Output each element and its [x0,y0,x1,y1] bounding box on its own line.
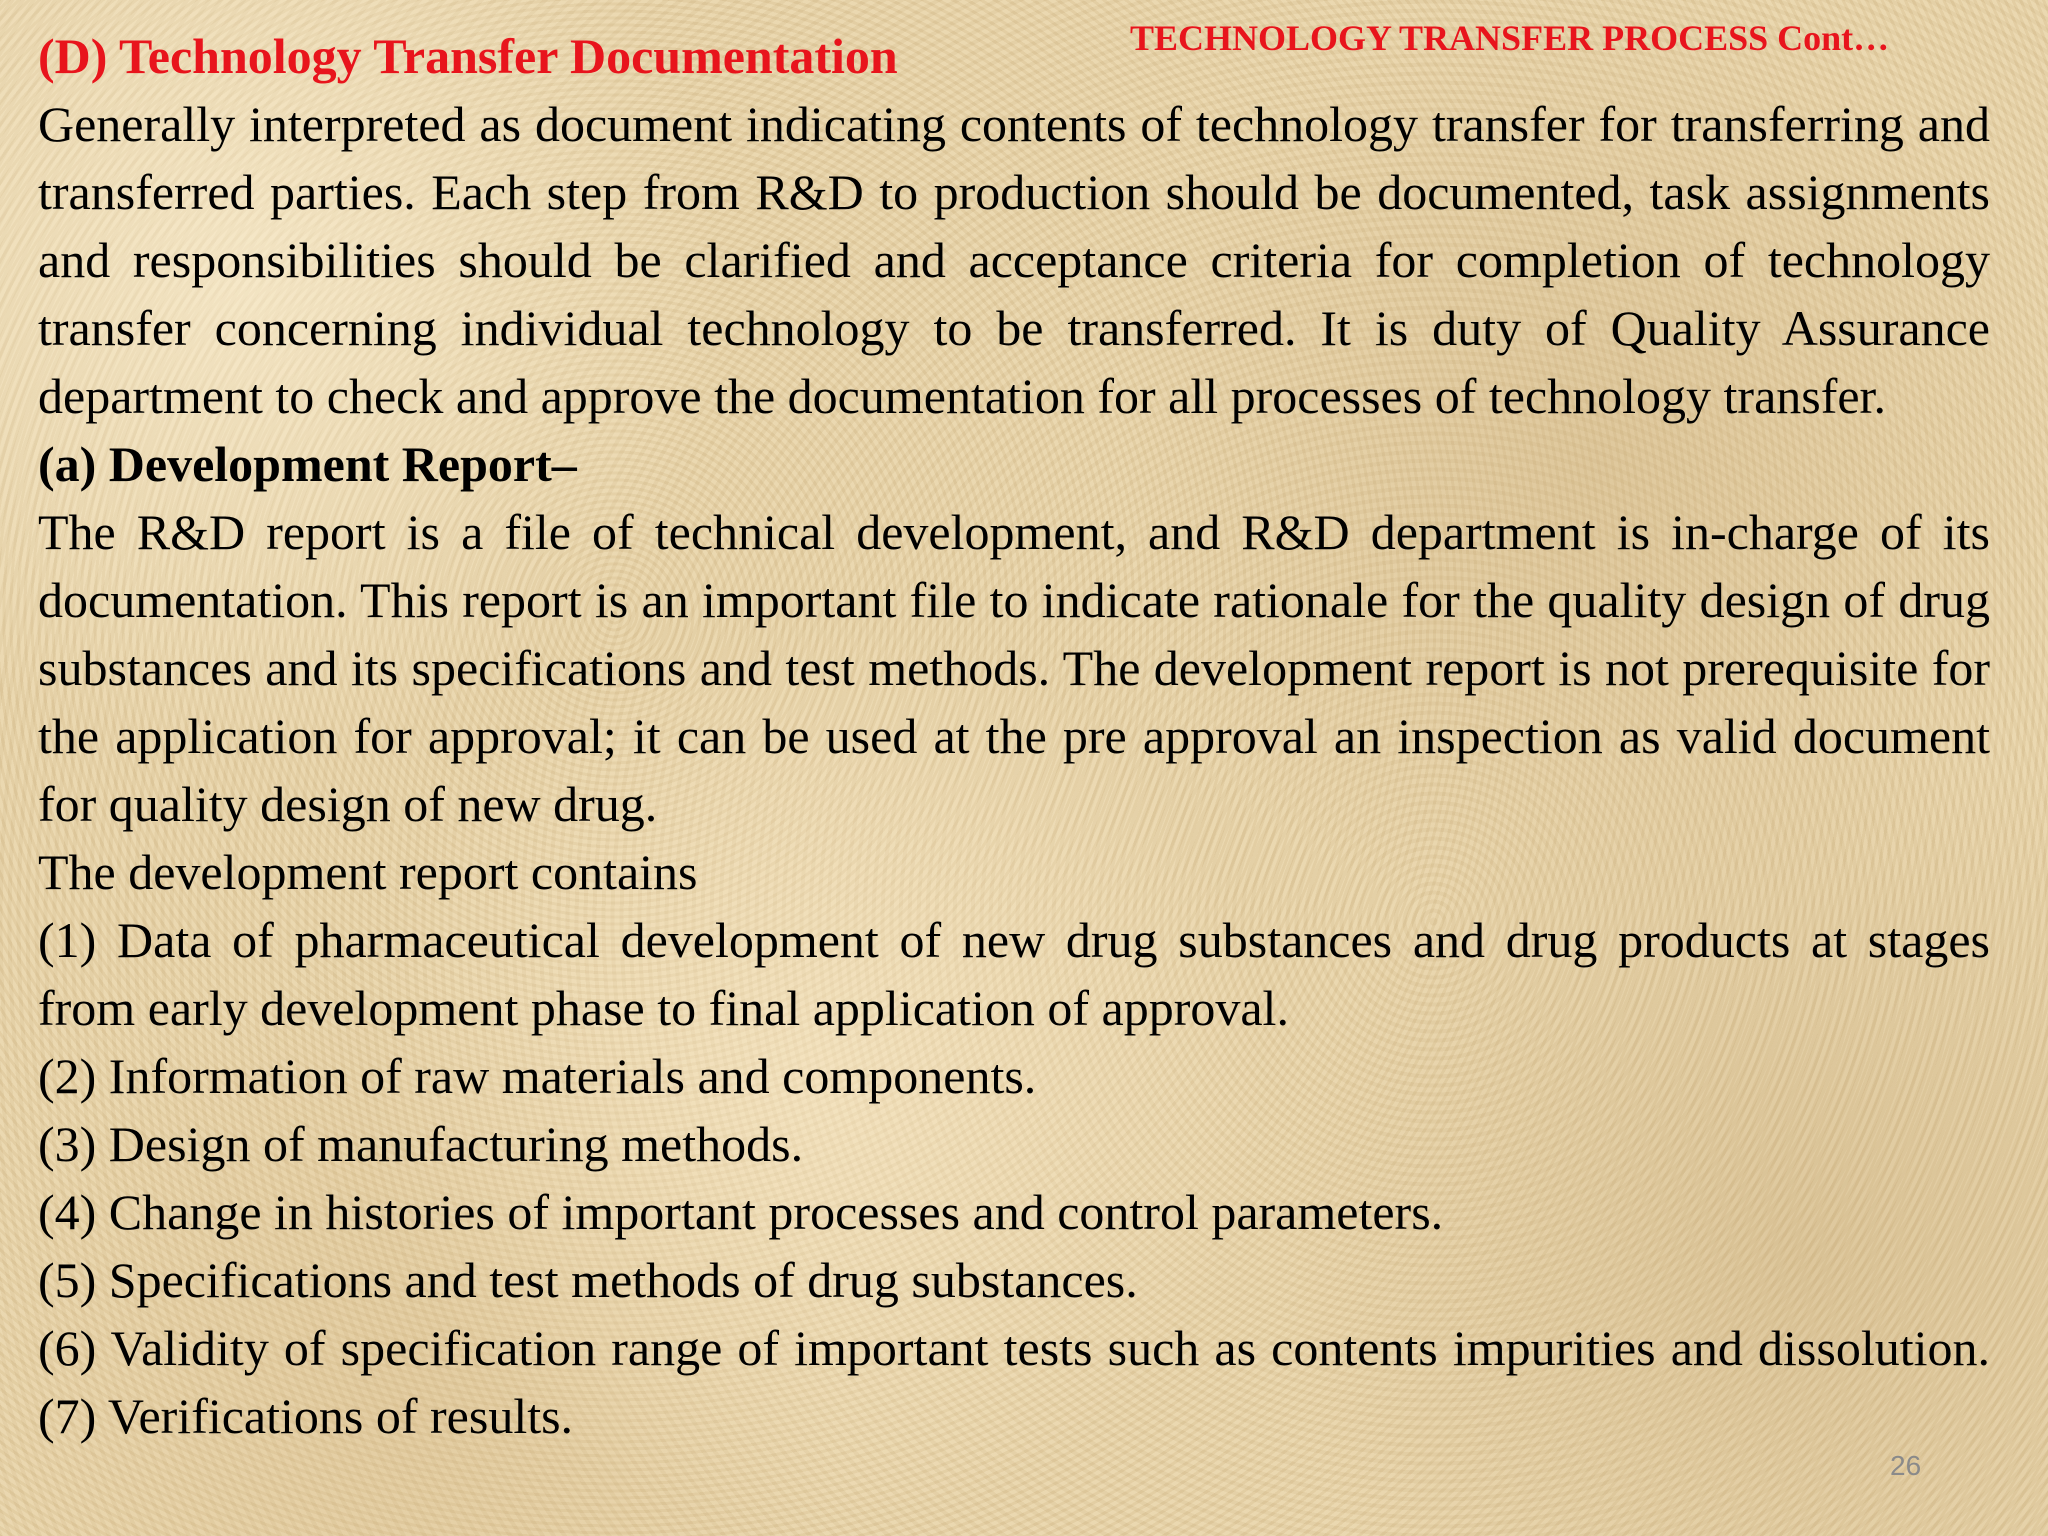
list-item: (2) Information of raw materials and components. [38,1048,1037,1104]
list-item: (4) Change in histories of important processes and control parameters. [38,1184,1444,1240]
list-item: (6) Validity of specification range of important tests such as contents impurities and dissolution. (7) Verifications of results. [38,1320,1990,1444]
list-item: (1) Data of pharmaceutical development of new drug substances and drug products at stages from early development phase to final application of approval. [38,912,1990,1036]
development-report-subheading: (a) Development Report– [38,436,577,492]
slide-heading: (D) Technology Transfer Documentation [38,28,898,84]
page-number: 26 [1890,1450,1922,1481]
contains-intro: The development report contains [38,844,698,900]
list-item: (3) Design of manufacturing methods. [38,1116,804,1172]
slide-body [38,90,1990,1450]
section-tag: TECHNOLOGY TRANSFER PROCESS Cont… [1130,18,1890,58]
list-item: (5) Specifications and test methods of drug substances. [38,1252,1138,1308]
intro-paragraph: Generally interpreted as document indicating contents of technology transfer for transferring and transferred parties. Each step from R&D to production should be documented, task assignments and responsibilities should be clarified and acceptance criteria for completion of technology transfer concerning individual technology to be transferred. It is duty of Quality Assurance department to check and approve the documentation for all processes of technology transfer. [38,96,1990,424]
report-paragraph: The R&D report is a file of technical development, and R&D department is in-charge of its documentation. This report is an important file to indicate rationale for the quality design of drug substances and its specifications and test methods. The development report is not prerequisite for the application for approval; it can be used at the pre approval an inspection as valid document for quality design of new drug. [38,504,1990,832]
